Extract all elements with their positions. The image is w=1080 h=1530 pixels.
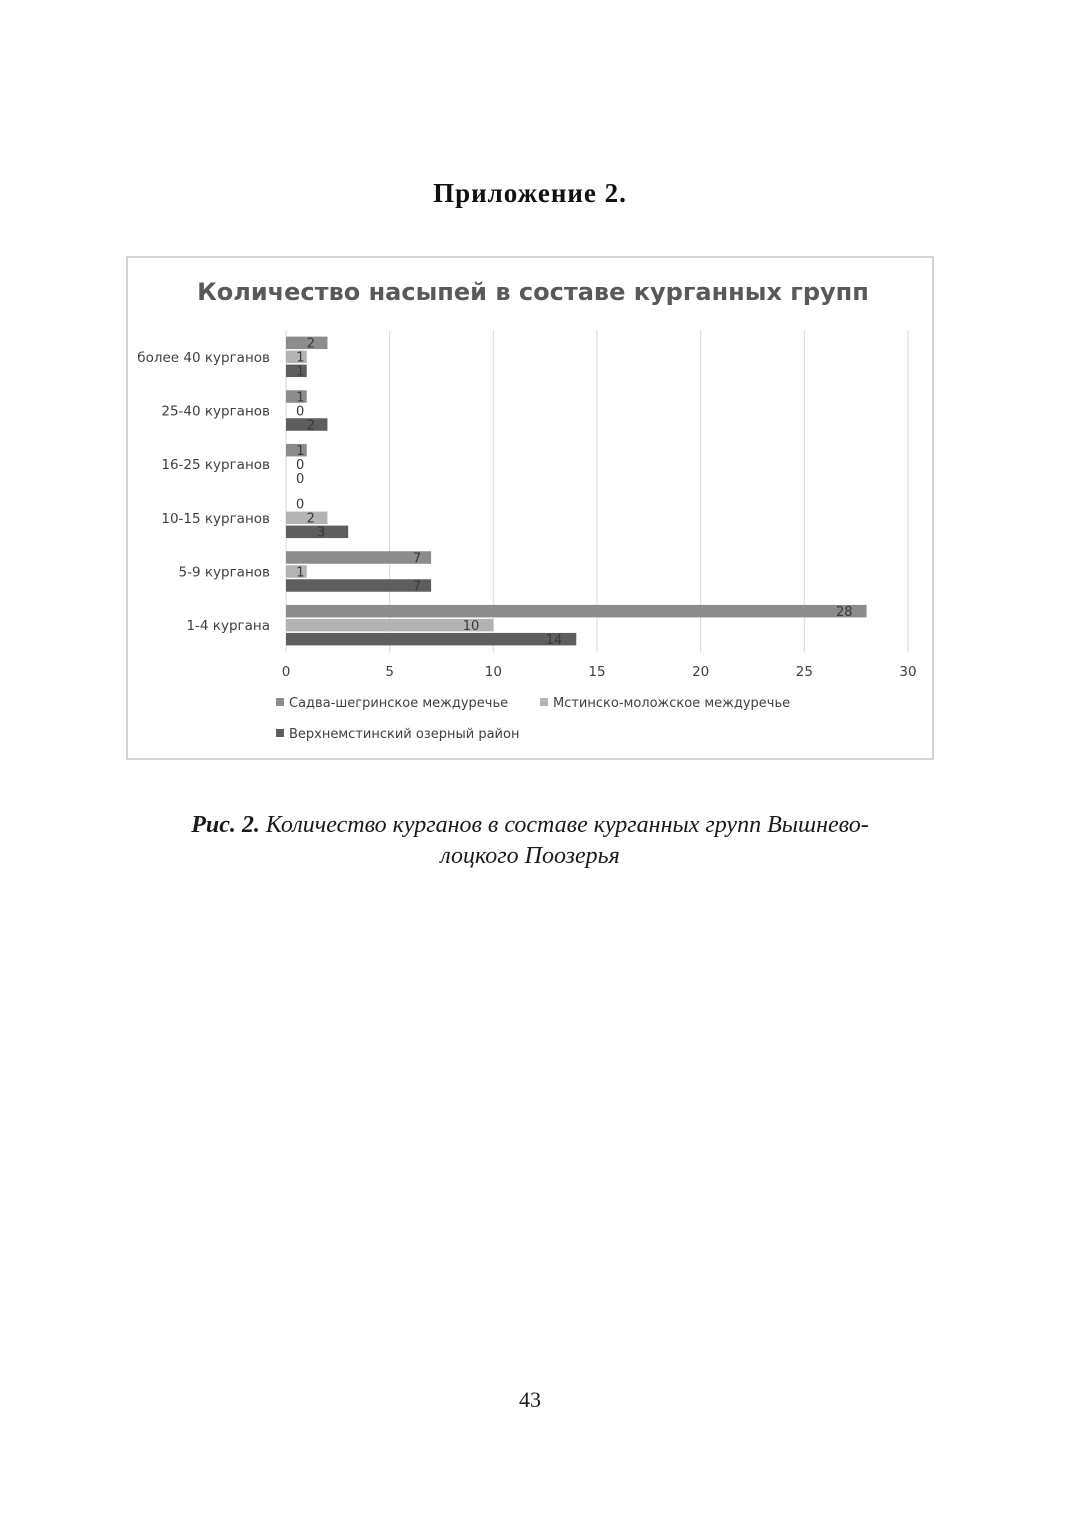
category-label-1: 25-40 курганов — [161, 403, 270, 420]
data-label-s0-c5: 28 — [835, 604, 853, 620]
x-tick-labels — [282, 664, 917, 680]
x-tick-label-0: 0 — [281, 664, 291, 680]
data-labels — [296, 337, 853, 648]
data-label-s1-c0: 1 — [296, 350, 305, 366]
data-label-s1-c4: 1 — [296, 565, 305, 581]
data-label-s0-c0: 2 — [306, 336, 315, 352]
page-number: 43 — [519, 1387, 541, 1412]
legend-swatch-2 — [276, 729, 284, 737]
bar-s0-c5 — [286, 605, 867, 618]
data-label-s2-c1: 2 — [306, 418, 315, 434]
x-tick-label-2: 10 — [484, 664, 502, 680]
category-labels — [137, 350, 270, 634]
data-label-s0-c1: 1 — [296, 390, 305, 406]
x-tick-label-1: 5 — [385, 664, 394, 680]
data-label-s0-c4: 7 — [412, 551, 422, 567]
category-label-2: 16-25 курганов — [161, 457, 270, 474]
appendix-heading: Приложение 2. — [433, 178, 627, 208]
chart-frame — [126, 256, 934, 760]
data-label-s1-c5: 10 — [462, 618, 480, 634]
category-label-3: 10-15 курганов — [161, 510, 270, 527]
bar-s0-c4 — [286, 551, 431, 567]
legend — [276, 696, 790, 742]
legend-swatch-0 — [276, 698, 284, 706]
legend-label-1: Мстинско-моложское междуречье — [553, 696, 791, 711]
bar-s2-c4 — [286, 579, 431, 595]
legend-label-0: Садва-шегринское междуречье — [289, 696, 509, 711]
bars — [286, 337, 867, 646]
figure-caption-text-line2: лоцкого Поозерья — [440, 843, 620, 869]
data-label-s1-c1: 0 — [296, 404, 305, 420]
bar-s2-c5 — [286, 633, 576, 646]
legend-label-2: Верхнемстинский озерный район — [289, 727, 520, 742]
x-tick-label-4: 20 — [692, 664, 710, 680]
data-label-s2-c5: 14 — [545, 632, 563, 648]
figure-number: Рис. 2. — [191, 812, 260, 838]
figure-caption — [150, 810, 910, 872]
x-tick-label-3: 15 — [588, 664, 606, 680]
gridlines — [286, 330, 908, 652]
data-label-s0-c2: 1 — [296, 443, 305, 459]
legend-swatch-1 — [540, 698, 548, 706]
data-label-s2-c4: 7 — [412, 579, 422, 595]
data-label-s1-c3: 2 — [306, 511, 315, 527]
x-tick-label-6: 30 — [899, 664, 917, 680]
data-label-s2-c3: 3 — [316, 525, 326, 541]
chart-title: Количество насыпей в составе курганных групп — [197, 278, 869, 306]
data-label-s0-c3: 0 — [296, 497, 305, 513]
x-tick-label-5: 25 — [795, 664, 813, 680]
data-label-s1-c2: 0 — [296, 457, 305, 473]
category-label-0: более 40 курганов — [137, 349, 270, 366]
figure-caption-text: Количество курганов в составе курганных групп Вышнево- — [259, 812, 869, 838]
bar-chart — [128, 258, 932, 758]
data-label-s2-c2: 0 — [296, 471, 305, 487]
data-label-s2-c0: 1 — [296, 364, 305, 380]
category-label-5: 1-4 кургана — [186, 618, 270, 635]
category-label-4: 5-9 курганов — [178, 564, 270, 581]
